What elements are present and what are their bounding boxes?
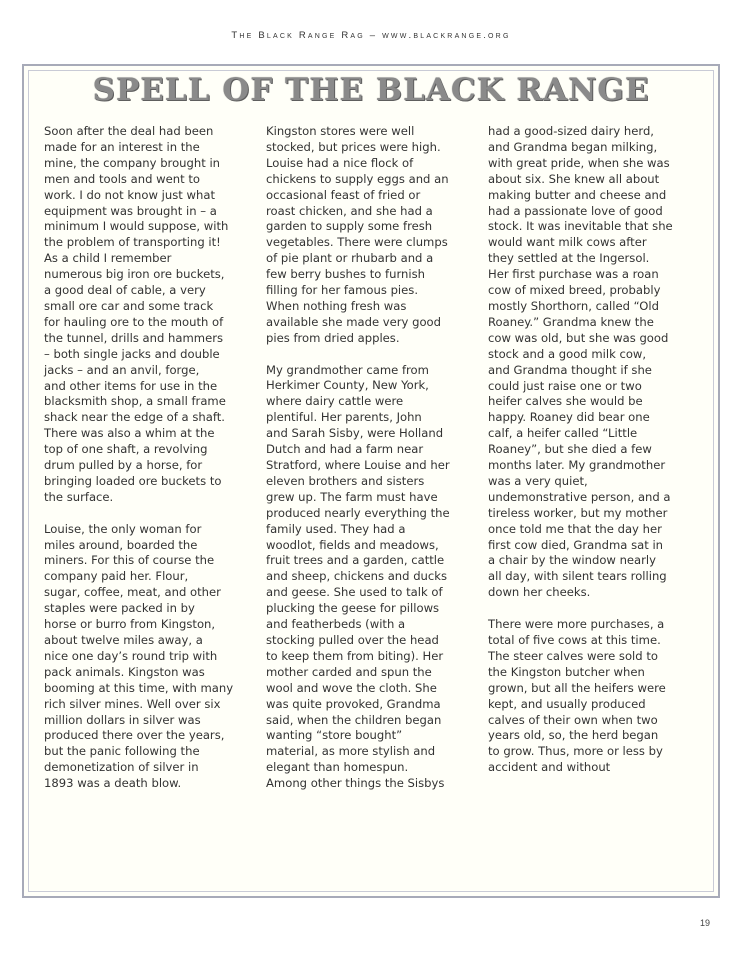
paragraph xyxy=(44,124,250,506)
text-line: the problem of transporting it! xyxy=(44,235,221,250)
text-line: of pie plant or rhubarb and a xyxy=(266,251,434,266)
text-line: – both single jacks and double xyxy=(44,346,220,361)
text-line: accident and without xyxy=(488,760,611,775)
text-line: with great pride, when she was xyxy=(488,155,670,170)
text-line: grown, but all the heifers were xyxy=(488,680,666,695)
text-line: demonetization of silver in xyxy=(44,760,199,775)
text-line: mine, the company brought in xyxy=(44,155,221,170)
article-frame xyxy=(22,64,720,898)
text-line: Roaney.” Grandma knew the xyxy=(488,314,654,329)
text-line: Dutch and had a farm near xyxy=(266,442,424,457)
text-line: all day, with silent tears rolling xyxy=(488,569,667,584)
text-line: for hauling ore to the mouth of xyxy=(44,314,224,329)
paragraph xyxy=(44,522,250,792)
text-line: My grandmother came from xyxy=(266,362,429,377)
text-line: and other items for use in the xyxy=(44,378,218,393)
text-line: heifer calves she would be xyxy=(488,394,643,409)
paragraph xyxy=(266,363,472,792)
text-line: pack animals. Kingston was xyxy=(44,664,205,679)
text-line: work. I do not know just what xyxy=(44,187,215,202)
text-line: and Grandma began milking, xyxy=(488,139,658,154)
text-line: stocking pulled over the head xyxy=(266,632,439,647)
text-line: occasional feast of fried or xyxy=(266,187,421,202)
text-line: cow of mixed breed, probably xyxy=(488,283,661,298)
text-line: where dairy cattle were xyxy=(266,394,404,409)
text-line: nice one day’s round trip with xyxy=(44,648,218,663)
article-title: SPELL OF THE BLACK RANGE xyxy=(92,72,650,108)
text-line: calves of their own when two xyxy=(488,712,658,727)
text-line: minimum I would suppose, with xyxy=(44,219,229,234)
paragraph xyxy=(488,124,694,601)
text-line: eleven brothers and sisters xyxy=(266,473,425,488)
text-line: woodlot, fields and meadows, xyxy=(266,537,439,552)
text-line: wool and wove the cloth. She xyxy=(266,680,437,695)
text-line: few berry bushes to furnish xyxy=(266,267,425,282)
text-line: blacksmith shop, a small frame xyxy=(44,394,226,409)
page-number: 19 xyxy=(700,918,711,928)
text-line: As a child I remember xyxy=(44,251,172,266)
text-line: 1893 was a death blow. xyxy=(44,776,182,791)
text-line: the Kingston butcher when xyxy=(488,664,645,679)
text-line: men and tools and went to xyxy=(44,171,200,186)
text-line: Soon after the deal had been xyxy=(44,124,214,138)
text-line: jacks – and an anvil, forge, xyxy=(44,362,200,377)
text-line: small ore car and some track xyxy=(44,298,214,313)
text-line: drum pulled by a horse, for xyxy=(44,458,203,473)
text-line: company paid her. Flour, xyxy=(44,569,189,584)
text-line: Stratford, where Louise and her xyxy=(266,458,450,473)
text-line: plentiful. Her parents, John xyxy=(266,410,422,425)
text-line: about twelve miles away, a xyxy=(44,632,203,647)
text-line: million dollars in silver was xyxy=(44,712,201,727)
text-line: down her cheeks. xyxy=(488,585,591,600)
text-line: pies from dried apples. xyxy=(266,330,400,345)
text-line: miles around, boarded the xyxy=(44,537,198,552)
text-line: Louise had a nice flock of xyxy=(266,155,414,170)
text-line: material, as more stylish and xyxy=(266,744,436,759)
text-line: top of one shaft, a revolving xyxy=(44,442,208,457)
text-line: stock. It was inevitable that she xyxy=(488,219,673,234)
text-line: tireless worker, but my mother xyxy=(488,505,668,520)
text-line: The steer calves were sold to xyxy=(488,648,658,663)
text-line: the surface. xyxy=(44,489,114,504)
text-line: rich silver mines. Well over six xyxy=(44,696,221,711)
text-line: numerous big iron ore buckets, xyxy=(44,267,225,282)
text-line: shack near the edge of a shaft. xyxy=(44,410,225,425)
text-line: years old, so, the herd began xyxy=(488,728,659,743)
text-line: There were more purchases, a xyxy=(488,617,665,632)
text-line: produced there over the years, xyxy=(44,728,225,743)
text-line: roast chicken, and she had a xyxy=(266,203,433,218)
text-line: family used. They had a xyxy=(266,521,406,536)
text-line: stock and a good milk cow, xyxy=(488,346,647,361)
text-line: available she made very good xyxy=(266,314,442,329)
text-line: stocked, but prices were high. xyxy=(266,139,441,154)
text-line: made for an interest in the xyxy=(44,139,200,154)
text-line: and featherbeds (with a xyxy=(266,617,406,632)
text-column-1 xyxy=(44,124,250,808)
text-line: staples were packed in by xyxy=(44,601,195,616)
text-line: could just raise one or two xyxy=(488,378,642,393)
text-line: fruit trees and a garden, cattle xyxy=(266,553,445,568)
text-line: filling for her famous pies. xyxy=(266,283,419,298)
text-line: first cow died, Grandma sat in xyxy=(488,537,664,552)
text-line: was a very quiet, xyxy=(488,473,588,488)
text-line: to grow. Thus, more or less by xyxy=(488,744,663,759)
text-line: a good deal of cable, a very xyxy=(44,283,206,298)
text-line: Herkimer County, New York, xyxy=(266,378,429,393)
text-line: booming at this time, with many xyxy=(44,680,234,695)
text-line: wanting “store bought” xyxy=(266,728,403,743)
text-line: cow was old, but she was good xyxy=(488,330,669,345)
text-line: undemonstrative person, and a xyxy=(488,489,671,504)
text-line: When nothing fresh was xyxy=(266,298,407,313)
text-line: Among other things the Sisbys xyxy=(266,776,445,791)
text-line: There was also a whim at the xyxy=(44,426,215,441)
text-line: horse or burro from Kingston, xyxy=(44,617,216,632)
text-line: and Sarah Sisby, were Holland xyxy=(266,426,444,441)
text-line: would want milk cows after xyxy=(488,235,647,250)
text-line: mostly Shorthorn, called “Old xyxy=(488,298,659,313)
text-line: produced nearly everything the xyxy=(266,505,450,520)
text-line: happy. Roaney did bear one xyxy=(488,410,650,425)
text-line: and sheep, chickens and ducks xyxy=(266,569,448,584)
paragraph xyxy=(266,124,472,347)
text-line: but the panic following the xyxy=(44,744,200,759)
text-line: a chair by the window nearly xyxy=(488,553,657,568)
text-line: once told me that the day her xyxy=(488,521,662,536)
text-line: chickens to supply eggs and an xyxy=(266,171,449,186)
text-column-2 xyxy=(266,124,472,808)
text-column-3 xyxy=(488,124,694,792)
text-line: and Grandma thought if she xyxy=(488,362,652,377)
text-line: to keep them from biting). Her xyxy=(266,648,444,663)
text-line: bringing loaded ore buckets to xyxy=(44,473,222,488)
text-line: had a passionate love of good xyxy=(488,203,663,218)
text-line: Kingston stores were well xyxy=(266,124,415,138)
text-line: miners. For this of course the xyxy=(44,553,215,568)
text-line: mother carded and spun the xyxy=(266,664,432,679)
text-line: had a good-sized dairy herd, xyxy=(488,124,654,138)
text-line: elegant than homespun. xyxy=(266,760,409,775)
text-line: plucking the geese for pillows xyxy=(266,601,440,616)
text-line: and geese. She used to talk of xyxy=(266,585,443,600)
text-line: calf, a heifer called “Little xyxy=(488,426,638,441)
text-line: equipment was brought in – a xyxy=(44,203,217,218)
text-line: months later. My grandmother xyxy=(488,458,666,473)
text-line: kept, and usually produced xyxy=(488,696,646,711)
text-line: about six. She knew all about xyxy=(488,171,660,186)
text-line: sugar, coffee, meat, and other xyxy=(44,585,221,600)
text-line: vegetables. There were clumps xyxy=(266,235,448,250)
text-line: said, when the children began xyxy=(266,712,442,727)
text-line: was quite provoked, Grandma xyxy=(266,696,441,711)
paragraph xyxy=(488,617,694,776)
text-line: Her first purchase was a roan xyxy=(488,267,659,282)
text-line: total of five cows at this time. xyxy=(488,632,661,647)
running-head: The Black Range Rag – www.blackrange.org xyxy=(231,30,511,41)
text-line: they settled at the Ingersol. xyxy=(488,251,650,266)
text-line: making butter and cheese and xyxy=(488,187,667,202)
text-line: grew up. The farm must have xyxy=(266,489,438,504)
text-line: the tunnel, drills and hammers xyxy=(44,330,224,345)
text-line: Louise, the only woman for xyxy=(44,521,202,536)
text-line: Roaney”, but she died a few xyxy=(488,442,652,457)
text-line: garden to supply some fresh xyxy=(266,219,433,234)
